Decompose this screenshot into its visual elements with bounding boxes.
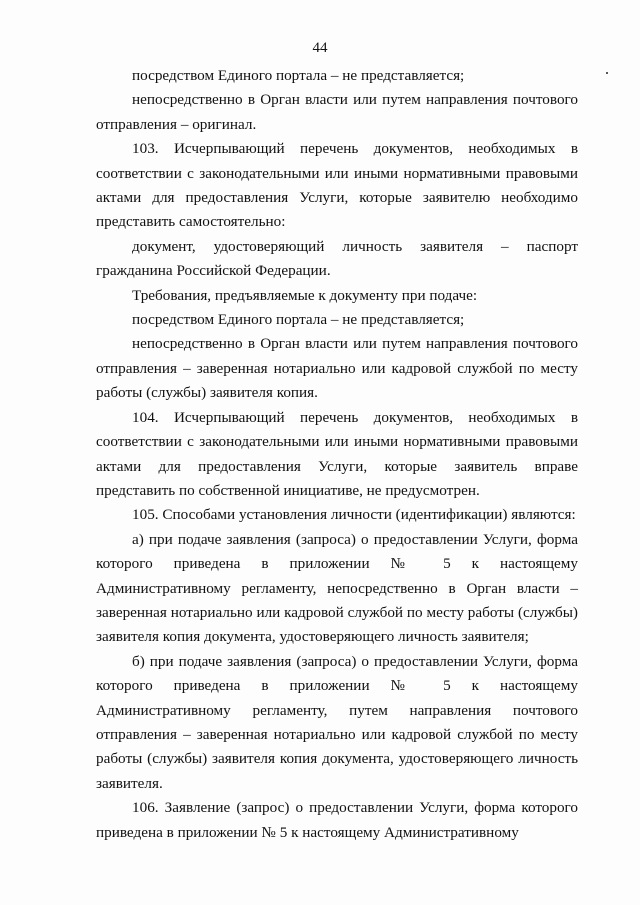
- paragraph-105: 105. Способами установления личности (идентификации) являются:: [132, 506, 576, 524]
- paragraph-104: 104. Исчерпывающий перечень документов, необходимых в соответствии с законодательными или иными нормативными правовыми актами для предоставления Услуги, которые заявитель вправе представить по собственной инициативе, не предусмотрен.: [96, 408, 578, 499]
- paragraph-requirements: Требования, предъявляемые к документу при подаче:: [132, 286, 478, 304]
- paragraph-certified-copy: непосредственно в Орган власти или путем направления почтового отправления – заверенная нотариально или кадровой службой по месту работы (службы) заявителя копия.: [96, 335, 578, 402]
- paragraph-passport: документ, удостоверяющий личность заявителя – паспорт гражданина Российской Федерации.: [96, 237, 578, 280]
- paragraph-portal-not-submitted-2: посредством Единого портала – не представляется;: [132, 311, 465, 329]
- paragraph-portal-not-submitted: посредством Единого портала – не представляется;: [132, 67, 465, 84]
- paragraph-105-b: б) при подаче заявления (запроса) о предоставлении Услуги, форма которого приведена в приложении № 5 к настоящему Административному регламенту, путем направления почтового отправления – заверенная нотариально или кадровой службой по месту работы (службы) заявителя копия документа, удостоверяющего личность заявителя.: [96, 652, 578, 792]
- paragraph-original-by-mail: непосредственно в Орган власти или путем направления почтового отправления – оригинал.: [96, 91, 578, 133]
- paragraph-105-a: а) при подаче заявления (запроса) о предоставлении Услуги, форма которого приведена в приложении № 5 к настоящему Административному регламенту, непосредственно в Орган власти – заверенная нотариально или кадровой службой по месту работы (службы) заявителя копия документа, удостоверяющего личность заявителя;: [96, 530, 578, 646]
- paragraph-103: 103. Исчерпывающий перечень документов, необходимых в соответствии с законодательными или иными нормативными правовыми актами для предоставления Услуги, которые заявителю необходимо представить самостоятельно:: [96, 140, 578, 231]
- page-number: 44: [312, 40, 328, 56]
- document-body: [96, 64, 578, 845]
- scan-speck: [606, 72, 608, 74]
- paragraph-106: 106. Заявление (запрос) о предоставлении Услуги, форма которого приведена в приложении № 5 к настоящему Административному: [96, 799, 578, 841]
